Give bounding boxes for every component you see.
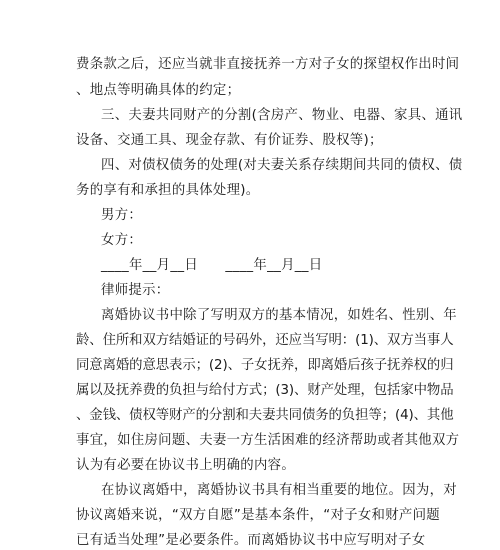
text-line: 认为有必要在协议书上明确的内容。 [76, 458, 296, 473]
signature-male-label: 男方： [101, 208, 143, 223]
text-line: 已有适当处理”是必要条件。而离婚协议书中应写明对子女 [76, 533, 426, 548]
text-line: 费条款之后，还应当就非直接抚养一方对子女的探望权作出时间 [76, 57, 460, 72]
date-blanks: ____年__月__日 ____年__月__日 [101, 258, 323, 273]
text-line: 三、夫妻共同财产的分割(含房产、物业、电器、家具、通讯 [101, 108, 463, 123]
text-line: 属以及抚养费的负担与给付方式；(3)、财产处理，包括家中物品 [76, 383, 454, 398]
text-line: 设备、交通工具、现金存款、有价证券、股权等)； [76, 133, 383, 148]
text-line: 、金钱、债权等财产的分割和夫妻共同债务的负担等；(4)、其他 [76, 408, 454, 423]
signature-female-label: 女方： [101, 233, 143, 248]
text-line: 四、对债权债务的处理(对夫妻关系存续期间共同的债权、债 [101, 158, 463, 173]
text-line: 离婚协议书中除了写明双方的基本情况，如姓名、性别、年 [101, 308, 457, 323]
text-line: 龄、住所和双方结婚证的号码外，还应当写明：(1)、双方当事人 [76, 333, 454, 348]
section-heading: 律师提示： [101, 283, 170, 298]
text-line: 、地点等明确具体的约定； [76, 83, 241, 98]
text-line: 在协议离婚中，离婚协议书具有相当重要的地位。因为，对 [101, 483, 457, 498]
text-line: 事宜，如住房问题、夫妻一方生活困难的经济帮助或者其他双方 [76, 433, 460, 448]
text-line: 协议离婚来说，“双方自愿”是基本条件，“对子女和财产问题 [76, 508, 440, 523]
text-line: 务的享有和承担的具体处理)。 [76, 183, 260, 198]
text-line: 同意离婚的意思表示；(2)、子女抚养，即离婚后孩子抚养权的归 [76, 358, 454, 373]
